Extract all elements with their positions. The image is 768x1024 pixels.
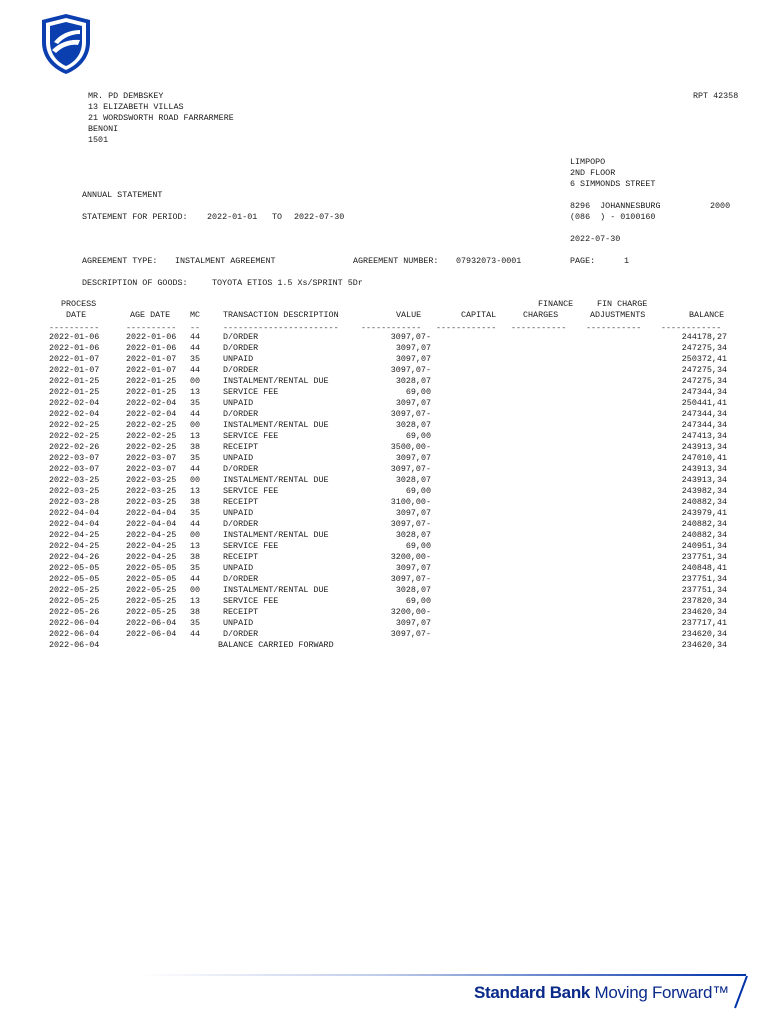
process-date-cell: 2022-04-04	[49, 508, 100, 518]
value-cell: 3097,07-	[390, 519, 431, 529]
process-date-cell: 2022-04-25	[49, 530, 100, 540]
mc-cell: 44	[190, 343, 201, 353]
process-date-cell: 2022-02-25	[49, 420, 100, 430]
separator: ------------	[661, 323, 722, 333]
table-row	[0, 574, 768, 585]
value-cell: 3097,07	[395, 508, 431, 518]
balance-cell: 240882,34	[681, 519, 727, 529]
description-cell: UNPAID	[223, 398, 254, 408]
balance-cell: 247344,34	[681, 420, 727, 430]
balance-cell: 237751,34	[681, 574, 727, 584]
age-date-cell: 2022-03-07	[126, 453, 177, 463]
mc-cell: 35	[190, 508, 201, 518]
customer-address-line: 1501	[88, 135, 109, 145]
branch-city: 8296 JOHANNESBURG	[570, 201, 661, 211]
value-cell: 69,00	[405, 541, 431, 551]
col-header-description: TRANSACTION DESCRIPTION	[223, 310, 339, 320]
agreement-type-label: AGREEMENT TYPE:	[82, 256, 158, 266]
process-date-cell: 2022-06-04	[49, 618, 100, 628]
process-date-cell: 2022-05-05	[49, 563, 100, 573]
mc-cell: 44	[190, 365, 201, 375]
value-cell: 3028,07	[395, 585, 431, 595]
branch-postal-code: 2000	[710, 201, 731, 211]
table-row	[0, 563, 768, 574]
description-cell: RECEIPT	[223, 552, 259, 562]
process-date-cell: 2022-04-25	[49, 541, 100, 551]
process-date-cell: 2022-01-07	[49, 365, 100, 375]
col-header-capital: CAPITAL	[461, 310, 497, 320]
report-reference: RPT 42358	[693, 91, 739, 101]
balance-cell: 247275,34	[681, 376, 727, 386]
agreement-type: INSTALMENT AGREEMENT	[175, 256, 276, 266]
value-cell: 3097,07	[395, 453, 431, 463]
mc-cell: 35	[190, 354, 201, 364]
process-date-cell: 2022-03-28	[49, 497, 100, 507]
mc-cell: 35	[190, 563, 201, 573]
process-date-cell: 2022-01-06	[49, 332, 100, 342]
table-row	[0, 365, 768, 376]
footer-slash-icon	[730, 974, 750, 1010]
description-cell: SERVICE FEE	[223, 541, 279, 551]
description-cell: SERVICE FEE	[223, 486, 279, 496]
col-header-mc: MC	[190, 310, 201, 320]
value-cell: 3097,07	[395, 563, 431, 573]
customer-address-line: 21 WORDSWORTH ROAD FARRARMERE	[88, 113, 234, 123]
process-date-cell: 2022-05-25	[49, 585, 100, 595]
description-cell: D/ORDER	[223, 332, 259, 342]
statement-date: 2022-07-30	[570, 234, 621, 244]
value-cell: 3097,07-	[390, 629, 431, 639]
period-to-word: TO	[272, 212, 283, 222]
balance-cell: 234620,34	[681, 640, 727, 650]
description-cell: D/ORDER	[223, 365, 259, 375]
mc-cell: 13	[190, 596, 201, 606]
table-row	[0, 376, 768, 387]
value-cell: 3500,00-	[390, 442, 431, 452]
value-cell: 3097,07-	[390, 409, 431, 419]
description-cell: INSTALMENT/RENTAL DUE	[223, 420, 329, 430]
balance-cell: 243913,34	[681, 475, 727, 485]
age-date-cell: 2022-04-25	[126, 552, 177, 562]
customer-address-line: 13 ELIZABETH VILLAS	[88, 102, 184, 112]
age-date-cell: 2022-04-04	[126, 508, 177, 518]
description-cell: D/ORDER	[223, 464, 259, 474]
mc-cell: 00	[190, 475, 201, 485]
balance-cell: 244178,27	[681, 332, 727, 342]
mc-cell: 44	[190, 574, 201, 584]
balance-cell: 247275,34	[681, 343, 727, 353]
branch-address-line: LIMPOPO	[570, 157, 606, 167]
age-date-cell: 2022-05-25	[126, 607, 177, 617]
age-date-cell: 2022-04-04	[126, 519, 177, 529]
value-cell: 69,00	[405, 387, 431, 397]
mc-cell: 00	[190, 585, 201, 595]
balance-cell: 240951,34	[681, 541, 727, 551]
table-row	[0, 354, 768, 365]
process-date-cell: 2022-04-04	[49, 519, 100, 529]
age-date-cell: 2022-05-05	[126, 574, 177, 584]
balance-cell: 243913,34	[681, 464, 727, 474]
table-row	[0, 541, 768, 552]
process-date-cell: 2022-03-07	[49, 453, 100, 463]
mc-cell: 13	[190, 486, 201, 496]
mc-cell: 00	[190, 376, 201, 386]
description-cell: UNPAID	[223, 508, 254, 518]
age-date-cell: 2022-06-04	[126, 629, 177, 639]
age-date-cell: 2022-06-04	[126, 618, 177, 628]
process-date-cell: 2022-02-26	[49, 442, 100, 452]
table-row	[0, 607, 768, 618]
mc-cell: 35	[190, 453, 201, 463]
balance-cell: 250372,41	[681, 354, 727, 364]
mc-cell: 44	[190, 332, 201, 342]
process-date-cell: 2022-03-25	[49, 475, 100, 485]
age-date-cell: 2022-02-04	[126, 398, 177, 408]
value-cell: 3097,07	[395, 354, 431, 364]
goods-description: TOYOTA ETIOS 1.5 Xs/SPRINT 5Dr	[212, 278, 363, 288]
process-date-cell: 2022-01-07	[49, 354, 100, 364]
balance-cell: 237717,41	[681, 618, 727, 628]
value-cell: 3097,07-	[390, 365, 431, 375]
table-row	[0, 552, 768, 563]
balance-cell: 237751,34	[681, 585, 727, 595]
table-row	[0, 629, 768, 640]
description-cell: SERVICE FEE	[223, 387, 279, 397]
balance-cell: 243982,34	[681, 486, 727, 496]
value-cell: 3097,07-	[390, 574, 431, 584]
description-cell: RECEIPT	[223, 497, 259, 507]
balance-cell: 243979,41	[681, 508, 727, 518]
col-header-finance: FINANCE	[538, 299, 574, 309]
mc-cell: 13	[190, 541, 201, 551]
mc-cell: 00	[190, 420, 201, 430]
age-date-cell: 2022-03-07	[126, 464, 177, 474]
table-row	[0, 409, 768, 420]
goods-label: DESCRIPTION OF GOODS:	[82, 278, 188, 288]
age-date-cell: 2022-01-25	[126, 376, 177, 386]
value-cell: 3200,00-	[390, 552, 431, 562]
page-label: PAGE:	[570, 256, 596, 266]
age-date-cell: 2022-01-25	[126, 387, 177, 397]
description-cell: SERVICE FEE	[223, 431, 279, 441]
agreement-number-label: AGREEMENT NUMBER:	[353, 256, 439, 266]
balance-cell: 247413,34	[681, 431, 727, 441]
value-cell: 3200,00-	[390, 607, 431, 617]
value-cell: 3097,07	[395, 398, 431, 408]
col-header-fin-charge: FIN CHARGE	[597, 299, 648, 309]
description-cell: RECEIPT	[223, 607, 259, 617]
age-date-cell: 2022-02-25	[126, 420, 177, 430]
value-cell: 69,00	[405, 596, 431, 606]
separator: -----------------------	[223, 323, 339, 333]
separator: -----------	[586, 323, 642, 333]
description-cell: INSTALMENT/RENTAL DUE	[223, 530, 329, 540]
separator: ----------	[126, 323, 177, 333]
mc-cell: 00	[190, 530, 201, 540]
branch-address-line: 6 SIMMONDS STREET	[570, 179, 656, 189]
age-date-cell: 2022-04-25	[126, 530, 177, 540]
age-date-cell: 2022-04-25	[126, 541, 177, 551]
value-cell: 3097,07-	[390, 332, 431, 342]
separator: -----------	[511, 323, 567, 333]
table-row	[0, 486, 768, 497]
balance-cell: 240882,34	[681, 497, 727, 507]
value-cell: 69,00	[405, 431, 431, 441]
mc-cell: 44	[190, 464, 201, 474]
period-to: 2022-07-30	[294, 212, 345, 222]
process-date-cell: 2022-05-26	[49, 607, 100, 617]
mc-cell: 38	[190, 607, 201, 617]
age-date-cell: 2022-02-25	[126, 442, 177, 452]
process-date-cell: 2022-01-06	[49, 343, 100, 353]
separator: ------------	[361, 323, 422, 333]
description-cell: D/ORDER	[223, 343, 259, 353]
customer-address-line: BENONI	[88, 124, 119, 134]
description-cell: UNPAID	[223, 563, 254, 573]
age-date-cell: 2022-01-07	[126, 354, 177, 364]
process-date-cell: 2022-04-26	[49, 552, 100, 562]
value-cell: 3097,07	[395, 343, 431, 353]
process-date-cell: 2022-02-25	[49, 431, 100, 441]
value-cell: 3028,07	[395, 420, 431, 430]
description-cell: D/ORDER	[223, 574, 259, 584]
table-row	[0, 640, 768, 651]
customer-name: MR. PD DEMBSKEY	[88, 91, 164, 101]
table-row	[0, 530, 768, 541]
footer-rule	[140, 974, 746, 976]
table-row	[0, 420, 768, 431]
process-date-cell: 2022-05-05	[49, 574, 100, 584]
balance-cell: 247344,34	[681, 387, 727, 397]
age-date-cell: 2022-02-04	[126, 409, 177, 419]
table-row	[0, 519, 768, 530]
col-header-value: VALUE	[396, 310, 422, 320]
age-date-cell: 2022-05-05	[126, 563, 177, 573]
process-date-cell: 2022-02-04	[49, 409, 100, 419]
description-cell: D/ORDER	[223, 409, 259, 419]
table-row	[0, 431, 768, 442]
description-cell: INSTALMENT/RENTAL DUE	[223, 475, 329, 485]
balance-cell: 247010,41	[681, 453, 727, 463]
mc-cell: 38	[190, 497, 201, 507]
process-date-cell: 2022-03-07	[49, 464, 100, 474]
age-date-cell: 2022-03-25	[126, 486, 177, 496]
col-header-age-date: AGE DATE	[130, 310, 171, 320]
table-row	[0, 585, 768, 596]
value-cell: 3028,07	[395, 376, 431, 386]
table-row	[0, 464, 768, 475]
process-date-cell: 2022-06-04	[49, 629, 100, 639]
table-row	[0, 387, 768, 398]
value-cell: 3028,07	[395, 475, 431, 485]
description-cell: D/ORDER	[223, 519, 259, 529]
table-row	[0, 343, 768, 354]
mc-cell: 44	[190, 519, 201, 529]
age-date-cell: 2022-05-25	[126, 585, 177, 595]
age-date-cell: 2022-03-25	[126, 475, 177, 485]
separator: ------------	[436, 323, 497, 333]
footer-brand	[474, 983, 729, 1003]
col-header-adjustments: ADJUSTMENTS	[590, 310, 646, 320]
mc-cell: 35	[190, 618, 201, 628]
table-row	[0, 475, 768, 486]
branch-address-line: 2ND FLOOR	[570, 168, 616, 178]
agreement-number: 07932073-0001	[456, 256, 522, 266]
table-row	[0, 398, 768, 409]
col-header-charges: CHARGES	[523, 310, 559, 320]
description-cell: BALANCE CARRIED FORWARD	[218, 640, 334, 650]
age-date-cell: 2022-03-25	[126, 497, 177, 507]
description-cell: RECEIPT	[223, 442, 259, 452]
balance-cell: 247275,34	[681, 365, 727, 375]
age-date-cell: 2022-02-25	[126, 431, 177, 441]
balance-cell: 243913,34	[681, 442, 727, 452]
balance-cell: 237820,34	[681, 596, 727, 606]
value-cell: 3028,07	[395, 530, 431, 540]
process-date-cell: 2022-06-04	[49, 640, 100, 650]
table-row	[0, 332, 768, 343]
age-date-cell: 2022-01-07	[126, 365, 177, 375]
balance-cell: 247344,34	[681, 409, 727, 419]
balance-cell: 234620,34	[681, 629, 727, 639]
description-cell: INSTALMENT/RENTAL DUE	[223, 585, 329, 595]
balance-cell: 240848,41	[681, 563, 727, 573]
standard-bank-logo-icon	[38, 12, 94, 76]
description-cell: D/ORDER	[223, 629, 259, 639]
description-cell: INSTALMENT/RENTAL DUE	[223, 376, 329, 386]
balance-cell: 240882,34	[681, 530, 727, 540]
separator: --	[190, 323, 201, 333]
age-date-cell: 2022-01-06	[126, 343, 177, 353]
value-cell: 3100,00-	[390, 497, 431, 507]
mc-cell: 44	[190, 629, 201, 639]
process-date-cell: 2022-01-25	[49, 376, 100, 386]
description-cell: SERVICE FEE	[223, 596, 279, 606]
brand-slogan: Moving Forward™	[594, 983, 729, 1002]
description-cell: UNPAID	[223, 354, 254, 364]
mc-cell: 13	[190, 387, 201, 397]
table-row	[0, 497, 768, 508]
table-row	[0, 596, 768, 607]
description-cell: UNPAID	[223, 618, 254, 628]
col-header-process: PROCESS	[61, 299, 97, 309]
value-cell: 3097,07-	[390, 464, 431, 474]
col-header-process-date: DATE	[66, 310, 87, 320]
value-cell: 69,00	[405, 486, 431, 496]
table-row	[0, 453, 768, 464]
balance-cell: 237751,34	[681, 552, 727, 562]
process-date-cell: 2022-02-04	[49, 398, 100, 408]
period-label: STATEMENT FOR PERIOD:	[82, 212, 188, 222]
mc-cell: 13	[190, 431, 201, 441]
age-date-cell: 2022-01-06	[126, 332, 177, 342]
brand-name: Standard Bank	[474, 983, 591, 1002]
col-header-balance: BALANCE	[689, 310, 725, 320]
mc-cell: 38	[190, 442, 201, 452]
page-number: 1	[624, 256, 630, 266]
table-row	[0, 442, 768, 453]
table-row	[0, 508, 768, 519]
balance-cell: 234620,34	[681, 607, 727, 617]
period-from: 2022-01-01	[207, 212, 258, 222]
process-date-cell: 2022-05-25	[49, 596, 100, 606]
balance-cell: 250441,41	[681, 398, 727, 408]
transaction-table	[0, 332, 768, 651]
mc-cell: 44	[190, 409, 201, 419]
process-date-cell: 2022-01-25	[49, 387, 100, 397]
branch-phone: (086 ) - 0100160	[570, 212, 656, 222]
value-cell: 3097,07	[395, 618, 431, 628]
mc-cell: 35	[190, 398, 201, 408]
statement-title: ANNUAL STATEMENT	[82, 190, 163, 200]
age-date-cell: 2022-05-25	[126, 596, 177, 606]
separator: ----------	[49, 323, 100, 333]
description-cell: UNPAID	[223, 453, 254, 463]
process-date-cell: 2022-03-25	[49, 486, 100, 496]
mc-cell: 38	[190, 552, 201, 562]
table-row	[0, 618, 768, 629]
